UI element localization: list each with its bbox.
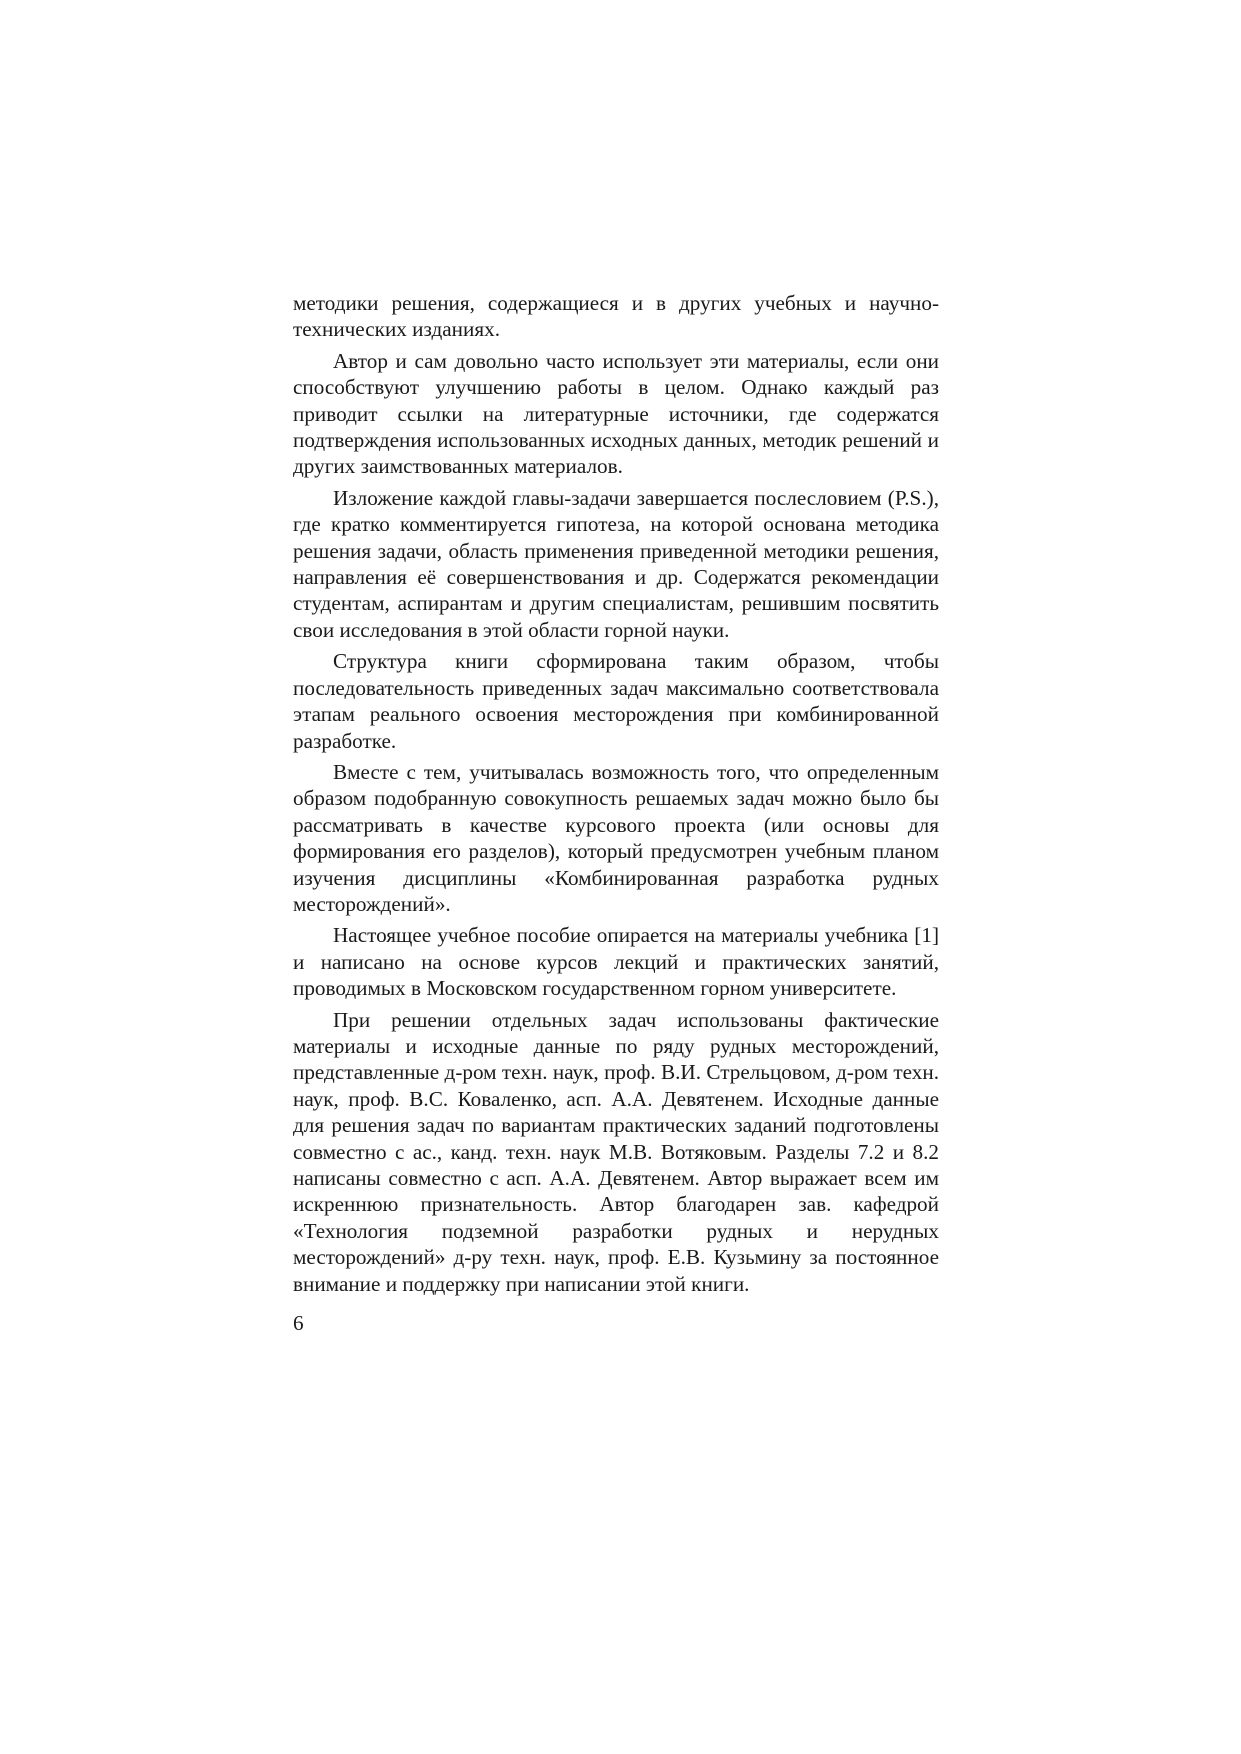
paragraph-textbook-basis: Настоящее учебное пособие опирается на материалы учебника [1] и написано на основе курсов лекций и практических занятий, проводимых в Московском государственном горном университете. <box>293 923 939 1001</box>
paragraph-continuation: методики решения, содержащиеся и в других учебных и научно-технических изданиях. <box>293 291 939 342</box>
paragraph-course-project: Вместе с тем, учитывалась возможность того, что определенным образом подобранную совокупность решаемых задач можно было бы рассматривать в качестве курсового проекта (или основы для формирования его разделов), который предусмотрен учебным планом изучения дисциплины «Комбинированная разработка рудных месторождений». <box>293 759 939 916</box>
page-number: 6 <box>293 1311 304 1335</box>
paragraph-author-materials: Автор и сам довольно часто использует эти материалы, если они способствуют улучшению работы в целом. Однако каждый раз приводит ссылки на литературные источники, где содержатся подтверждения использованных исходных данных, методик решений и других заимствованных материалов. <box>293 348 939 479</box>
paragraph-acknowledgements: При решении отдельных задач использованы фактические материалы и исходные данные по ряду рудных месторождений, представленные д-ром техн. наук, проф. В.И. Стрельцовом, д-ром техн. наук, проф. В.С. Коваленко, асп. А.А. Девятенем. Исходные данные для решения задач по вариантам практических заданий подготовлены совместно с ас., канд. техн. наук М.В. Вотяковым. Разделы 7.2 и 8.2 написаны совместно с асп. А.А. Девятенем. Автор выражает всем им искреннюю признательность. Автор благодарен зав. кафедрой «Технология подземной разработки рудных и нерудных месторождений» д-ру техн. наук, проф. Е.В. Кузьмину за постоянное внимание и поддержку при написании этой книги. <box>293 1007 939 1296</box>
body-text <box>293 290 939 1302</box>
paragraph-book-structure: Структура книги сформирована таким образом, чтобы последовательность приведенных задач максимально соответствовала этапам реального освоения месторождения при комбинированной разработке. <box>293 649 939 753</box>
paragraph-afterword: Изложение каждой главы-задачи завершается послесловием (P.S.), где кратко комментируется гипотеза, на которой основана методика решения задачи, область применения приведенной методики решения, направления её совершенствования и др. Содержатся рекомендации студентам, аспирантам и другим специалистам, решившим посвятить свои исследования в этой области горной науки. <box>293 485 939 642</box>
